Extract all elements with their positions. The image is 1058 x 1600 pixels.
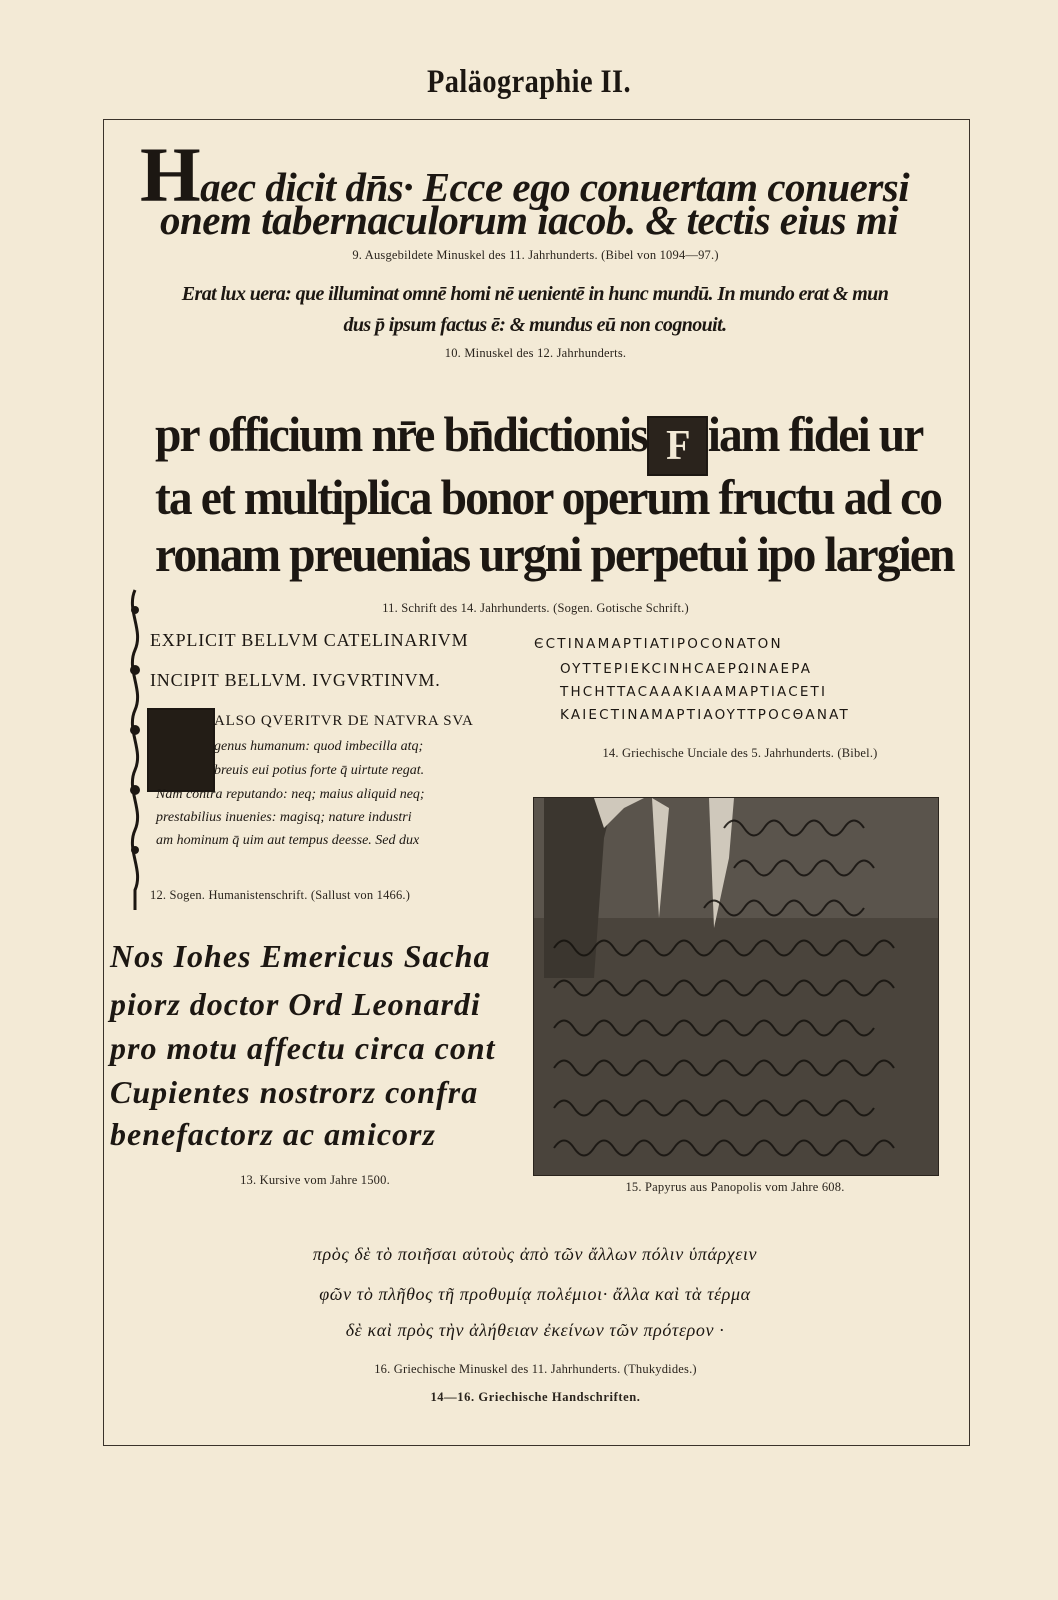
sample-14-line-1: ЄCTINAMAPTIATIPOCONATON: [534, 636, 783, 652]
sample-10-line-2: dus p̄ ipsum factus ē: & mundus eū non cognouit.: [343, 314, 727, 336]
sample-11-line-1: [155, 405, 923, 471]
sample-12-line-4: genus humanum: quod imbecilla atq;: [214, 739, 424, 754]
sample-14-line-2: OYTTEPIEKCINHCAEPΩINAEPA: [560, 661, 813, 677]
caption-11: 11. Schrift des 14. Jahrhunderts. (Sogen. Gotische Schrift.): [382, 601, 689, 615]
sample-13-line-4: Cupientes nostrorz confra: [110, 1074, 479, 1110]
sample-13-line-1: Nos Iohes Emericus Sacha: [110, 938, 491, 974]
floral-border-ornament: [122, 590, 148, 910]
sample-11-line-3: ronam preuenias urgni perpetui ipo largien: [155, 526, 954, 582]
sample-10-line-1: Erat lux uera: que illuminat omnē homi nē uenientē in hunc mundū. In mundo erat & mun: [181, 283, 889, 305]
sample-16-line-3: δὲ καὶ πρὸς τὴν ἀλήθειαν ἐκείνων τῶν πρότερον ·: [345, 1320, 725, 1340]
page-title: Paläographie II.: [427, 64, 631, 100]
caption-12: 12. Sogen. Humanistenschrift. (Sallust von 1466.): [150, 888, 411, 902]
sample-12-line-8: am hominum q̄ uim aut tempus deesse. Sed dux: [156, 833, 420, 848]
sample-12-line-1: EXPLICIT BELLVM CATELINARIVM: [150, 630, 469, 650]
sample-13-line-3: pro motu affectu circa cont: [110, 1030, 496, 1066]
papyrus-photograph: [533, 797, 939, 1176]
sample-14-line-4: KAIECTINAMAPTIAOYTTPOCΘANAT: [560, 707, 850, 723]
sample-9-text-1: aec dicit dn̄s· Ecce ego conuertam conuersi: [200, 164, 910, 210]
sample-9-initial: H: [140, 131, 201, 218]
sample-9-line-1: [140, 130, 940, 218]
sample-11-text-1b: iam fidei ur: [707, 406, 923, 462]
plate-footer: 14—16. Griechische Handschriften.: [430, 1390, 641, 1404]
caption-15: 15. Papyrus aus Panopolis vom Jahre 608.: [625, 1180, 845, 1194]
caption-10: 10. Minuskel des 12. Jahrhunderts.: [444, 346, 627, 360]
sample-11-dropcap: F: [647, 416, 708, 476]
sample-11-line-2: ta et multiplica bonor operum fructu ad co: [155, 469, 942, 525]
sample-12-line-7: prestabilius inuenies: magisq; nature industri: [156, 810, 412, 825]
sample-12-line-2: INCIPIT BELLVM. IVGVRTINVM.: [150, 670, 441, 690]
sample-12-line-5: breuis eui potius forte q̄ uirtute regat.: [214, 763, 425, 778]
sample-9-line-2: onem tabernaculorum iacob. & tectis eius mi: [160, 197, 899, 243]
caption-16: 16. Griechische Minuskel des 11. Jahrhunderts. (Thukydides.): [374, 1362, 697, 1376]
sample-11-text-1a: pr officium nr̄e bn̄dictionis: [155, 406, 647, 462]
sample-13-line-5: benefactorz ac amicorz: [110, 1116, 436, 1152]
sample-13-line-2: piorz doctor Ord Leonardi: [110, 986, 481, 1022]
sample-14-line-3: THCHTTACAAAKIAAMAPTIACETI: [560, 684, 828, 700]
sample-12-line-3: ALSO QVERITVR DE NATVRA SVA: [214, 713, 474, 729]
papyrus-texture: [534, 798, 938, 1175]
sample-12-line-6: Nam contra reputando: neq; maius aliquid neq;: [156, 787, 425, 802]
illuminated-initial: [147, 708, 215, 792]
sample-16-line-1: πρὸς δὲ τὸ ποιῆσαι αὐτοὺς ἀπὸ τῶν ἄλλων πόλιν ὑπάρχειν: [312, 1244, 758, 1264]
caption-14: 14. Griechische Unciale des 5. Jahrhunderts. (Bibel.): [602, 746, 878, 760]
caption-9: 9. Ausgebildete Minuskel des 11. Jahrhunderts. (Bibel von 1094—97.): [352, 248, 719, 262]
sample-16-line-2: φῶν τὸ πλῆθος τῆ προθυμίᾳ πολέμιοι· ἄλλα καὶ τὰ τέρμα: [319, 1284, 751, 1304]
caption-13: 13. Kursive vom Jahre 1500.: [240, 1173, 390, 1187]
